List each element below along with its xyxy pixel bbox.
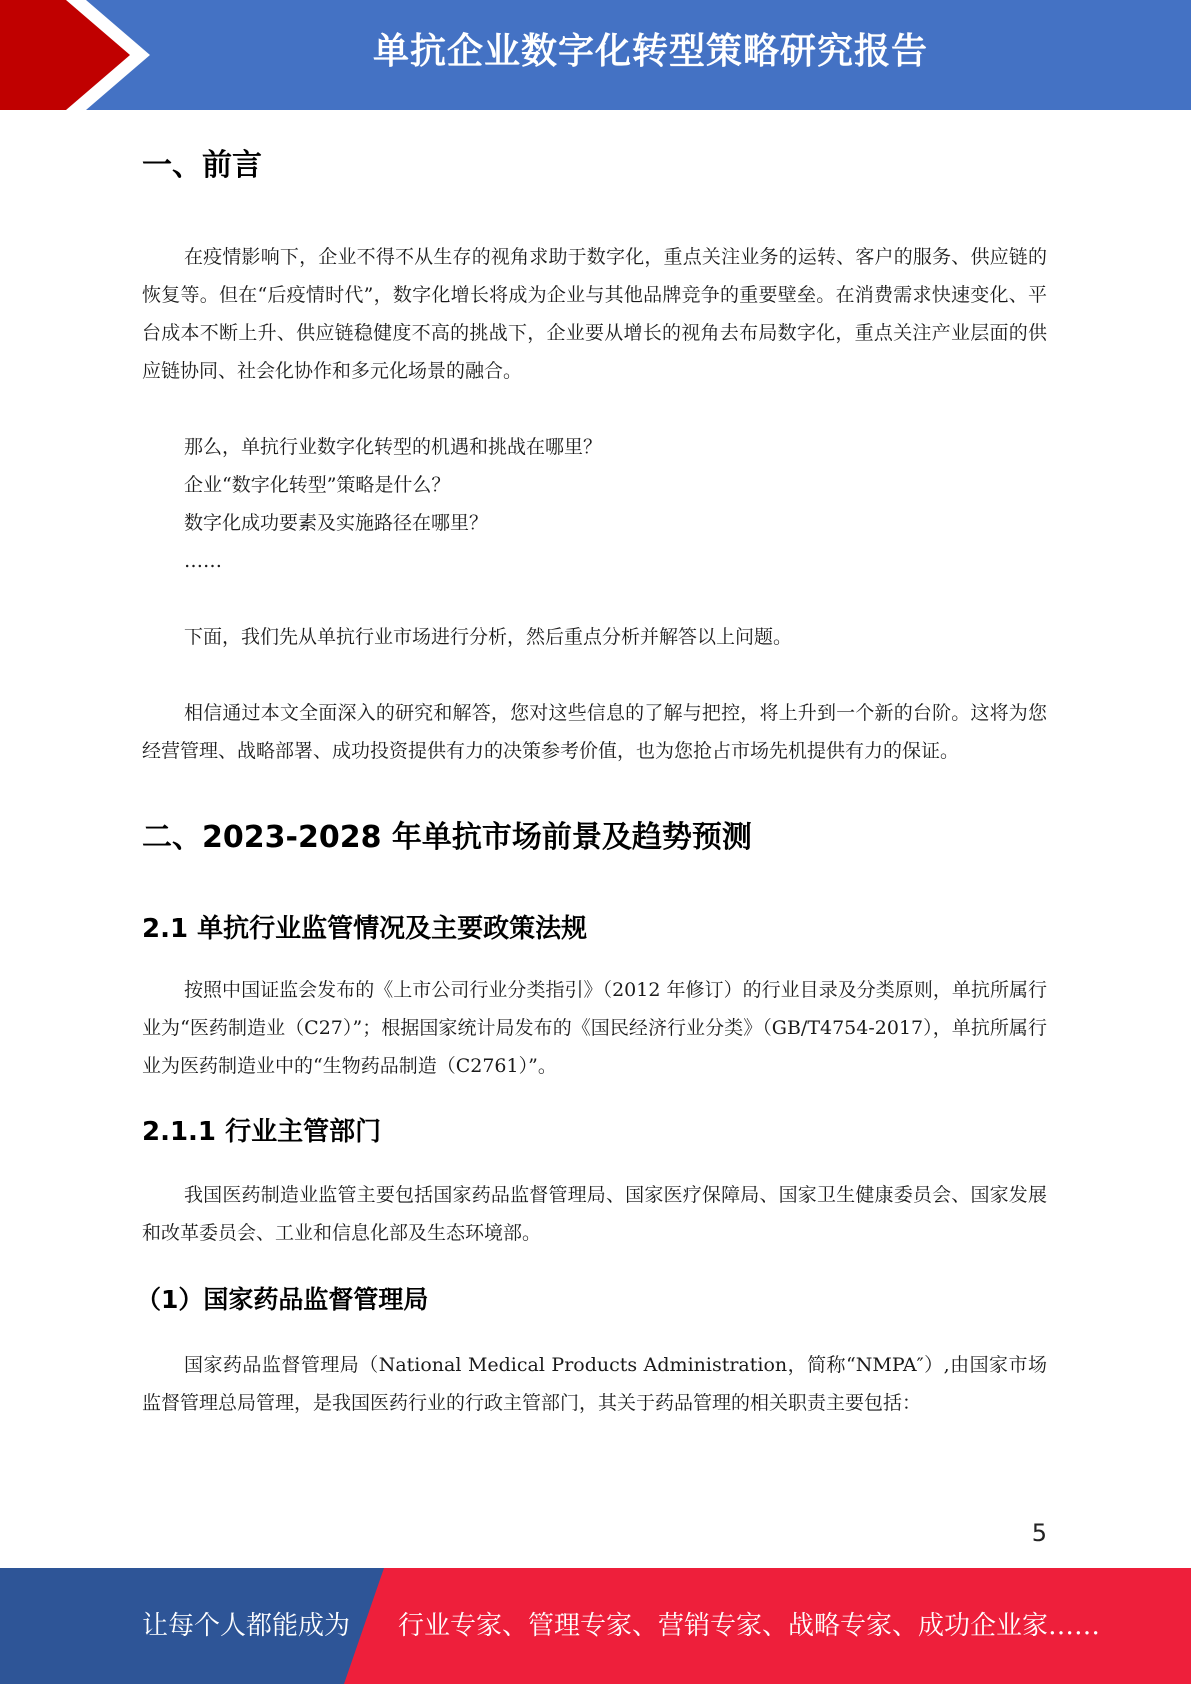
footer-slogan-left: 让每个人都能成为 [142,1611,351,1641]
question-list [142,428,1047,580]
preface-paragraph-1: 在疫情影响下，企业不得不从生存的视角求助于数字化，重点关注业务的运转、客户的服务、供应链的恢复等。但在“后疫情时代”，数字化增长将成为企业与其他品牌竞争的重要壁垒。在消费需求快速变化、平台成本不断上升、供应链稳健度不高的挑战下，企业要从增长的视角去布局数字化，重点关注产业层面的供应链协同、社会化协作和多元化场景的融合。 [142,246,1047,382]
question-item: 那么，单抗行业数字化转型的机遇和挑战在哪里？ [184,436,603,458]
question-item: 数字化成功要素及实施路径在哪里？ [184,512,489,534]
question-item: …… [184,550,222,572]
page-footer [0,1568,1191,1684]
section-heading-preface: 一、前言 [142,148,262,183]
subsection-heading-item-1: （1）国家药品监督管理局 [136,1285,429,1314]
section-heading-forecast: 二、2023-2028 年单抗市场前景及趋势预测 [142,820,752,855]
subsection-2-1-paragraph: 按照中国证监会发布的《上市公司行业分类指引》（2012 年修订）的行业目录及分类原则，单抗所属行业为“医药制造业（C27）”；根据国家统计局发布的《国民经济行业分类》（GB/T4754-2017），单抗所属行业为医药制造业中的“生物药品制造（C2761）”。 [142,979,1047,1077]
preface-paragraph-2: 下面，我们先从单抗行业市场进行分析，然后重点分析并解答以上问题。 [184,626,793,648]
preface-paragraph-3: 相信通过本文全面深入的研究和解答，您对这些信息的了解与把控，将上升到一个新的台阶。这将为您经营管理、战略部署、成功投资提供有力的决策参考价值，也为您抢占市场先机提供有力的保证。 [142,702,1047,762]
question-item: 企业“数字化转型”策略是什么？ [184,474,451,496]
subsection-heading-2-1-1: 2.1.1 行业主管部门 [142,1117,382,1147]
page-number: 5 [1031,1519,1047,1547]
subsection-heading-2-1: 2.1 单抗行业监管情况及主要政策法规 [142,914,588,944]
header-chevron-icon [0,0,160,110]
page-content [136,110,1047,1422]
subsection-item-1-paragraph: 国家药品监督管理局（National Medical Products Administration，简称“NMPA″）,由国家市场监督管理总局管理，是我国医药行业的行政主管部门，其关于药品管理的相关职责主要包括： [142,1354,1047,1414]
page-header [0,0,1191,110]
footer-slogan-right: 行业专家、管理专家、营销专家、战略专家、成功企业家…… [398,1611,1101,1641]
subsection-2-1-1-paragraph: 我国医药制造业监管主要包括国家药品监督管理局、国家医疗保障局、国家卫生健康委员会、国家发展和改革委员会、工业和信息化部及生态环境部。 [142,1184,1047,1244]
report-title: 单抗企业数字化转型策略研究报告 [372,31,928,72]
